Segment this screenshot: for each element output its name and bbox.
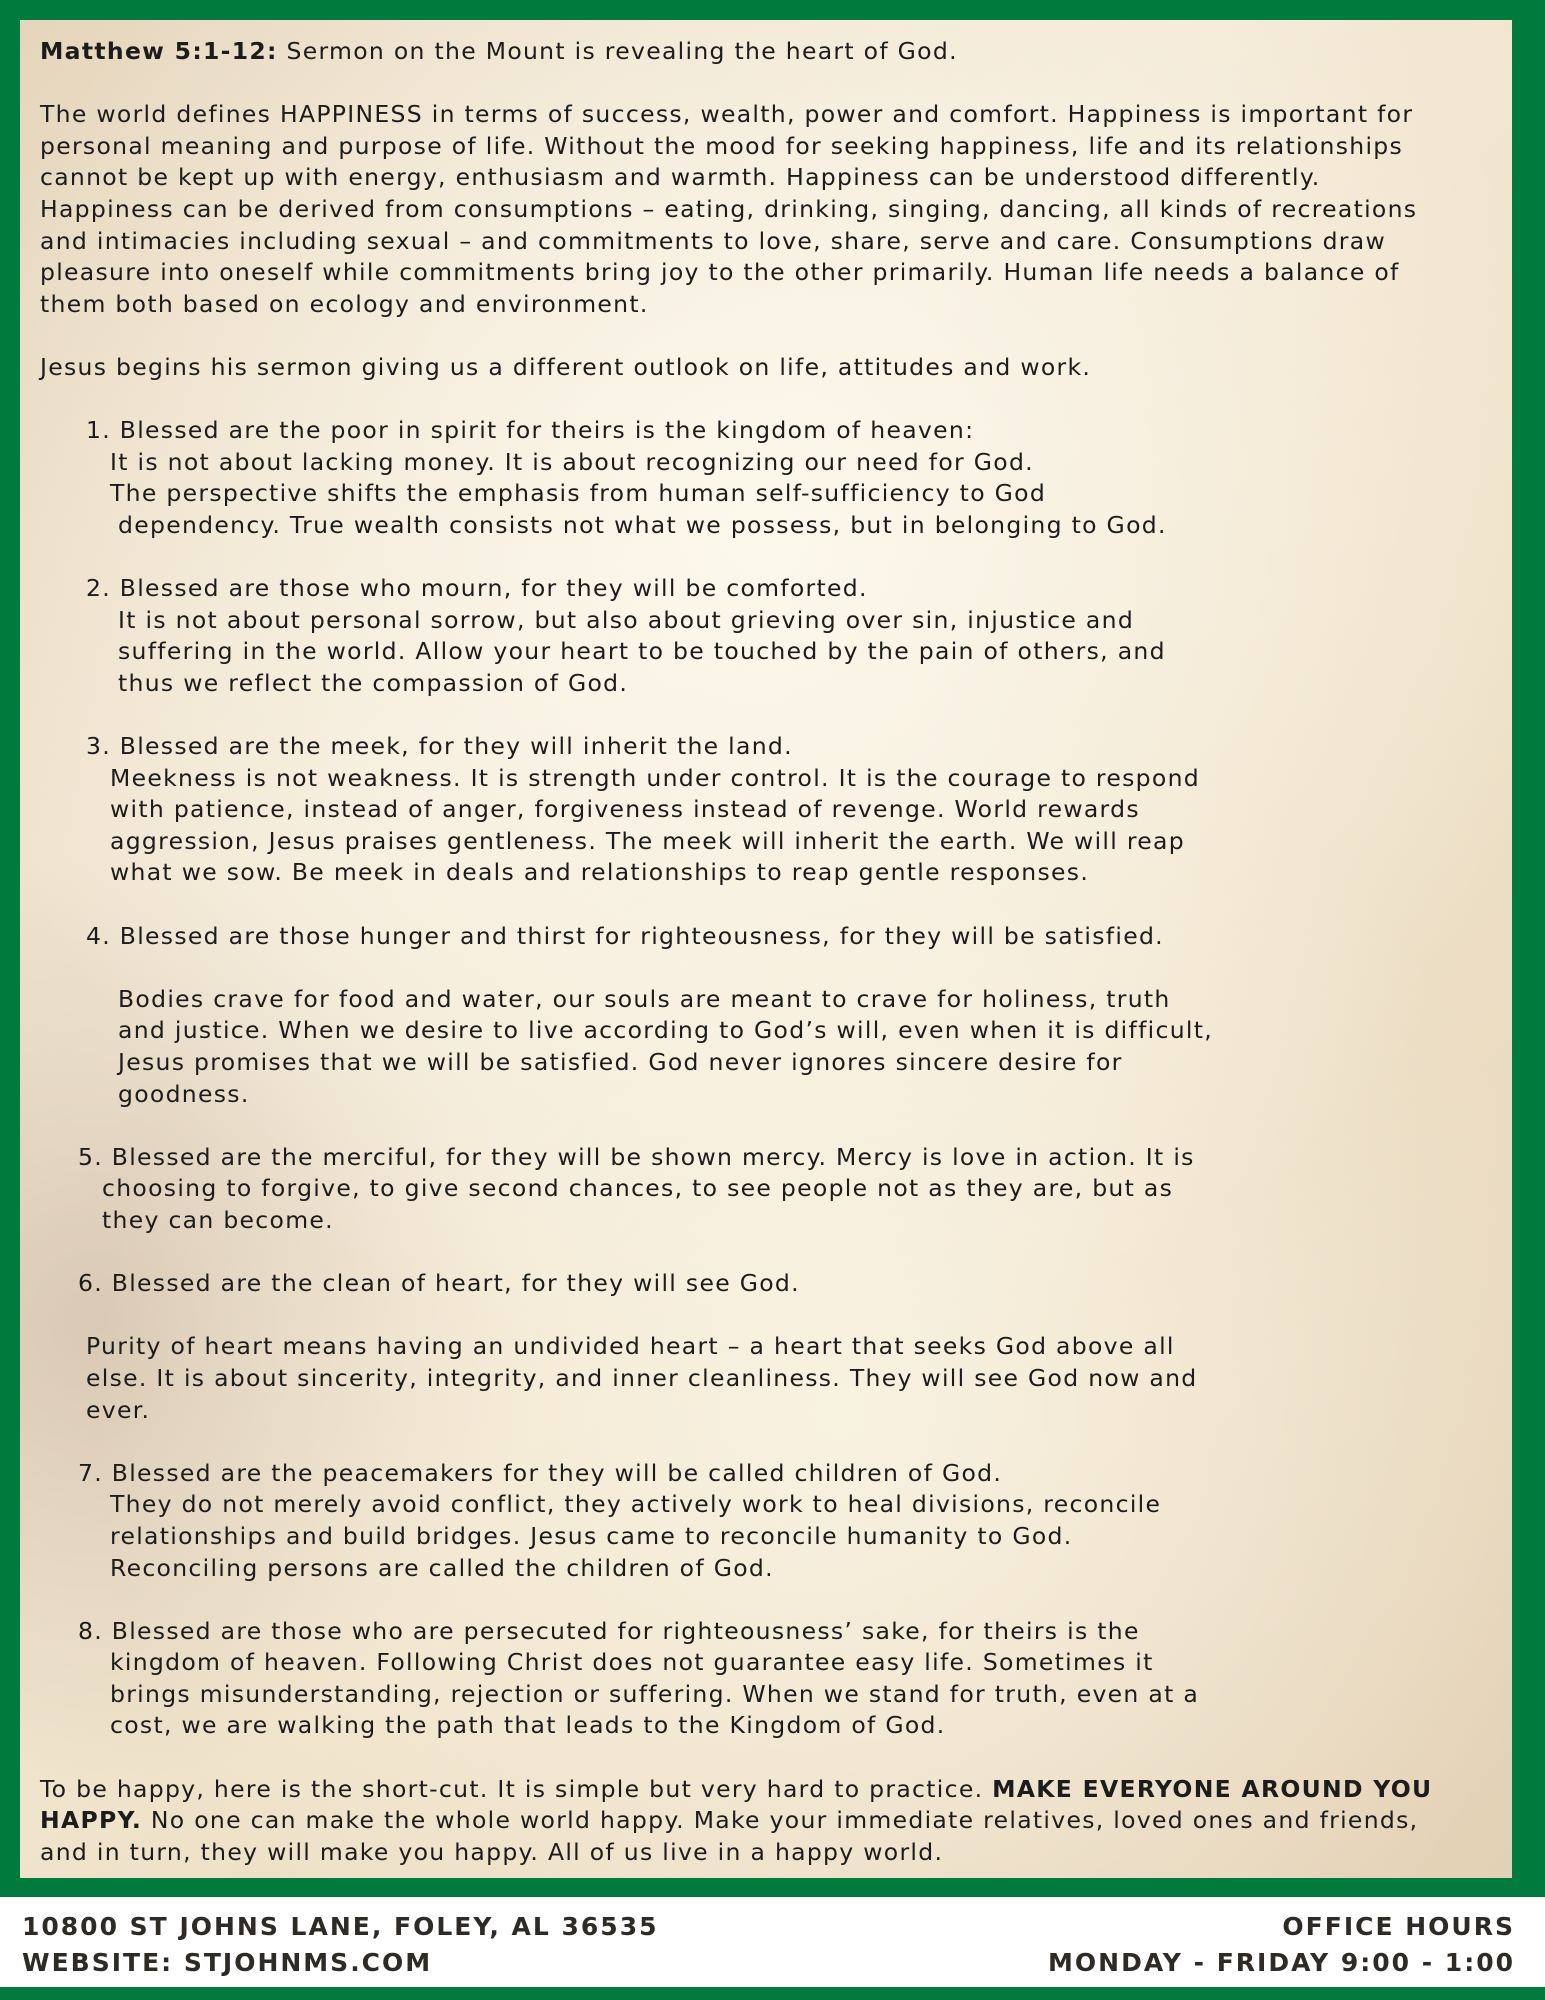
church-website: WEBSITE: STJOHNMS.COM: [22, 1948, 433, 1977]
closing-text: To be happy, here is the short-cut. It is simple but very hard to practice.: [40, 1774, 993, 1803]
intro-line: personal meaning and purpose of life. Without the mood for seeking happiness, life and its relationships: [40, 131, 1404, 160]
beatitude-4-title: 4. Blessed are those hunger and thirst for righteousness, for they will be satisfied.: [86, 921, 1164, 950]
closing-line: [40, 1774, 1490, 1806]
closing-line: [40, 1805, 1490, 1837]
heading-text: Sermon on the Mount is revealing the heart of God.: [277, 37, 958, 65]
office-hours-title: OFFICE HOURS: [1282, 1912, 1515, 1941]
sermon-text: [40, 36, 1490, 1868]
closing-line: and in turn, they will make you happy. All of us live in a happy world.: [40, 1837, 944, 1866]
beatitude-5-text: choosing to forgive, to give second chances, to see people not as they are, but as: [102, 1174, 1174, 1203]
beatitude-5-title: 5. Blessed are the merciful, for they will be shown mercy. Mercy is love in action. It is: [78, 1142, 1195, 1171]
beatitude-6-title: 6. Blessed are the clean of heart, for they will see God.: [78, 1269, 800, 1298]
footer-bar: [0, 1897, 1545, 1987]
beatitude-1-title: 1. Blessed are the poor in spirit for theirs is the kingdom of heaven:: [86, 416, 975, 445]
beatitude-5-text: they can become.: [102, 1205, 334, 1234]
beatitude-7-title: 7. Blessed are the peacemakers for they will be called children of God.: [78, 1458, 1003, 1487]
beatitude-6-text: Purity of heart means having an undivided heart – a heart that seeks God above all: [86, 1332, 1175, 1361]
beatitude-3-title: 3. Blessed are the meek, for they will inherit the land.: [86, 732, 793, 761]
beatitude-3-text: what we sow. Be meek in deals and relationships to reap gentle responses.: [110, 858, 1090, 887]
intro-line: them both based on ecology and environment.: [40, 289, 649, 318]
office-hours-value: MONDAY - FRIDAY 9:00 - 1:00: [1048, 1948, 1515, 1977]
footer-contact: [22, 1909, 659, 1981]
lead-line: Jesus begins his sermon giving us a different outlook on life, attitudes and work.: [40, 352, 1092, 381]
beatitude-8-text: brings misunderstanding, rejection or suffering. When we stand for truth, even at a: [110, 1679, 1200, 1708]
beatitude-6-text: else. It is about sincerity, integrity, and inner cleanliness. They will see God now and: [86, 1363, 1198, 1392]
closing-emphasis: MAKE EVERYONE AROUND YOU: [992, 1774, 1433, 1803]
intro-line: The world defines HAPPINESS in terms of success, wealth, power and comfort. Happiness is important for: [40, 100, 1414, 129]
beatitude-4-text: goodness.: [118, 1079, 250, 1108]
beatitude-8-text: kingdom of heaven. Following Christ does not guarantee easy life. Sometimes it: [110, 1648, 1154, 1677]
parchment-panel: [20, 20, 1512, 1878]
intro-line: Happiness can be derived from consumptions – eating, drinking, singing, dancing, all kinds of recreations: [40, 194, 1418, 223]
beatitude-1-text: The perspective shifts the emphasis from human self-sufficiency to God: [110, 479, 1047, 508]
closing-text: No one can make the whole world happy. Make your immediate relatives, loved ones and friends,: [142, 1806, 1419, 1835]
beatitude-8-text: cost, we are walking the path that leads to the Kingdom of God.: [110, 1711, 946, 1740]
beatitude-4-text: and justice. When we desire to live according to God’s will, even when it is difficult,: [118, 1016, 1214, 1045]
intro-line: pleasure into oneself while commitments bring joy to the other primarily. Human life needs a balance of: [40, 258, 1400, 287]
beatitude-2-text: thus we reflect the compassion of God.: [118, 668, 629, 697]
footer-office-hours: [1048, 1909, 1515, 1981]
beatitude-2-text: suffering in the world. Allow your heart to be touched by the pain of others, and: [118, 637, 1166, 666]
beatitude-3-text: with patience, instead of anger, forgiveness instead of revenge. World rewards: [110, 795, 1140, 824]
beatitude-1-text: It is not about lacking money. It is about recognizing our need for God.: [110, 447, 1034, 476]
intro-line: cannot be kept up with energy, enthusiasm and warmth. Happiness can be understood differently.: [40, 163, 1321, 192]
beatitude-6-text: ever.: [86, 1395, 151, 1424]
beatitude-7-text: They do not merely avoid conflict, they actively work to heal divisions, reconcile: [110, 1490, 1162, 1519]
beatitude-7-text: relationships and build bridges. Jesus came to reconcile humanity to God.: [110, 1521, 1073, 1550]
beatitude-2-text: It is not about personal sorrow, but also about grieving over sin, injustice and: [118, 605, 1135, 634]
beatitude-3-text: aggression, Jesus praises gentleness. The meek will inherit the earth. We will reap: [110, 826, 1185, 855]
beatitude-7-text: Reconciling persons are called the children of God.: [110, 1553, 774, 1582]
intro-line: and intimacies including sexual – and commitments to love, share, serve and care. Consumptions draw: [40, 226, 1386, 255]
beatitude-8-title: 8. Blessed are those who are persecuted for righteousness’ sake, for theirs is the: [78, 1616, 1140, 1645]
closing-emphasis: HAPPY.: [40, 1806, 143, 1835]
scripture-reference: Matthew 5:1-12:: [40, 37, 278, 65]
heading-line: [40, 36, 1490, 68]
church-address: 10800 ST JOHNS LANE, FOLEY, AL 36535: [22, 1912, 659, 1941]
beatitude-4-text: Bodies crave for food and water, our souls are meant to crave for holiness, truth: [118, 984, 1171, 1013]
beatitude-2-title: 2. Blessed are those who mourn, for they will be comforted.: [86, 574, 868, 603]
beatitude-3-text: Meekness is not weakness. It is strength under control. It is the courage to respond: [110, 763, 1200, 792]
beatitude-1-text: dependency. True wealth consists not what we possess, but in belonging to God.: [118, 510, 1167, 539]
beatitude-4-text: Jesus promises that we will be satisfied. God never ignores sincere desire for: [118, 1048, 1123, 1076]
